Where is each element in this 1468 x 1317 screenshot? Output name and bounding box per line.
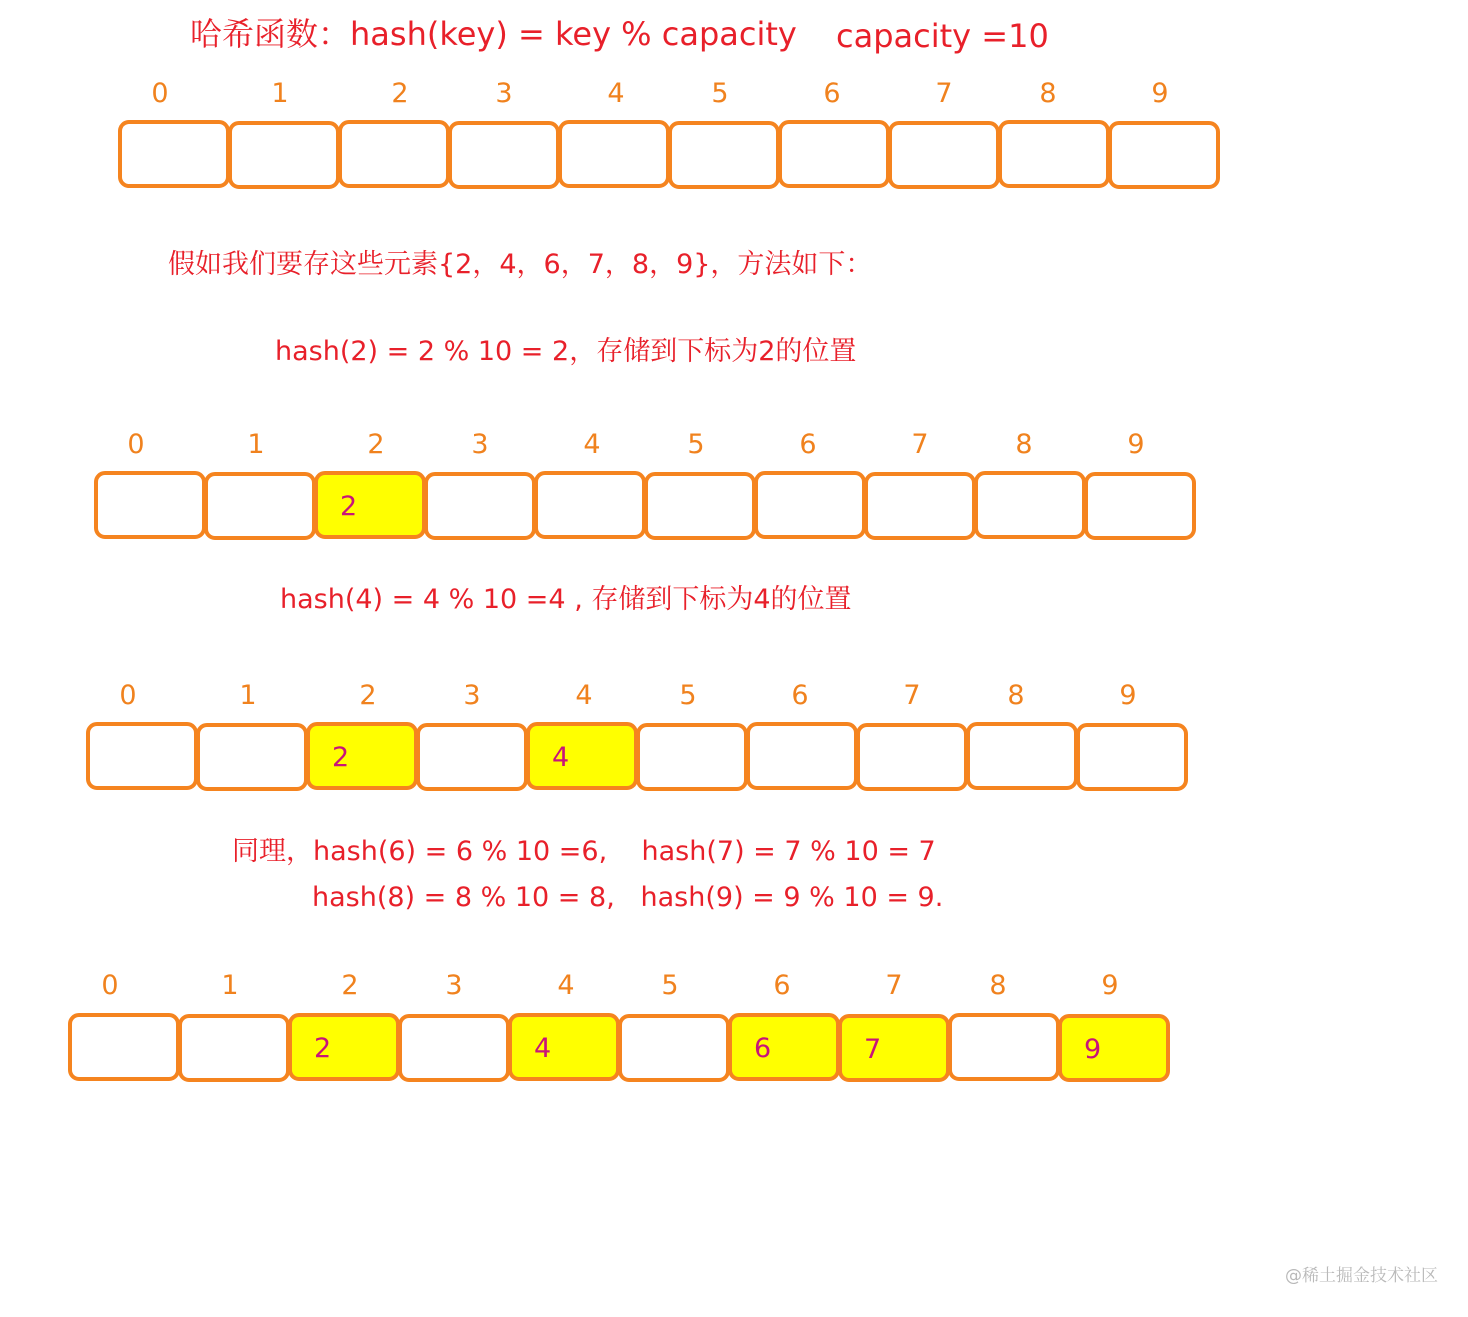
array3-index-5: 5 xyxy=(679,680,697,711)
array2-index-4: 4 xyxy=(583,429,601,460)
array2-index-9: 9 xyxy=(1127,429,1145,460)
array1-cell-8 xyxy=(998,120,1110,188)
array1-index-8: 8 xyxy=(1039,78,1057,109)
array2-cell-8 xyxy=(974,471,1086,539)
array2-cell-3 xyxy=(424,472,536,540)
array4-cell-5 xyxy=(618,1014,730,1082)
array2-cell-5 xyxy=(644,472,756,540)
array1-index-6: 6 xyxy=(823,78,841,109)
array4-cell-6 xyxy=(728,1013,840,1081)
array2-index-2: 2 xyxy=(367,429,385,460)
array1-cell-9 xyxy=(1108,121,1220,189)
array2-cell-4 xyxy=(534,471,646,539)
hash-function-title: 哈希函数：hash(key) = key % capacity xyxy=(190,15,797,53)
step2-text: hash(4) = 4 % 10 =4 , 存储到下标为4的位置 xyxy=(280,584,852,615)
array3-index-8: 8 xyxy=(1007,680,1025,711)
intro-text: 假如我们要存这些元素{2，4，6，7，8，9}，方法如下： xyxy=(168,249,873,280)
array3-cell-1 xyxy=(196,723,308,791)
array3-cell-9 xyxy=(1076,723,1188,791)
step3-line1: 同理，hash(6) = 6 % 10 =6, hash(7) = 7 % 10 = 7 xyxy=(232,836,936,867)
array2-cell-6 xyxy=(754,471,866,539)
array2-index-0: 0 xyxy=(127,429,145,460)
array4-cell-value-2: 2 xyxy=(314,1033,332,1064)
step3-line2: hash(8) = 8 % 10 = 8, hash(9) = 9 % 10 = 9. xyxy=(312,882,944,913)
array3-cell-0 xyxy=(86,722,198,790)
array3-cell-6 xyxy=(746,722,858,790)
array2-cell-value-2: 2 xyxy=(340,491,358,522)
array4-index-0: 0 xyxy=(101,970,119,1001)
array2-index-3: 3 xyxy=(471,429,489,460)
array4-cell-3 xyxy=(398,1014,510,1082)
array3-cell-2 xyxy=(306,722,418,790)
array4-index-4: 4 xyxy=(557,970,575,1001)
array3-index-1: 1 xyxy=(239,680,257,711)
array2-index-6: 6 xyxy=(799,429,817,460)
array1-cell-6 xyxy=(778,120,890,188)
array3-cell-value-2: 2 xyxy=(332,742,350,773)
array2-cell-9 xyxy=(1084,472,1196,540)
array1-index-1: 1 xyxy=(271,78,289,109)
array3-index-2: 2 xyxy=(359,680,377,711)
array4-cell-value-7: 7 xyxy=(864,1034,882,1065)
array1-cell-0 xyxy=(118,120,230,188)
array4-index-2: 2 xyxy=(341,970,359,1001)
array1-index-3: 3 xyxy=(495,78,513,109)
array2-cell-7 xyxy=(864,472,976,540)
array4-index-1: 1 xyxy=(221,970,239,1001)
array2-index-7: 7 xyxy=(911,429,929,460)
capacity-label: capacity =10 xyxy=(836,17,1049,55)
array3-index-7: 7 xyxy=(903,680,921,711)
array4-cell-7 xyxy=(838,1014,950,1082)
array4-index-6: 6 xyxy=(773,970,791,1001)
array1-index-5: 5 xyxy=(711,78,729,109)
array1-cell-7 xyxy=(888,121,1000,189)
array3-index-4: 4 xyxy=(575,680,593,711)
array4-cell-4 xyxy=(508,1013,620,1081)
array3-cell-8 xyxy=(966,722,1078,790)
array1-cell-5 xyxy=(668,121,780,189)
array4-cell-2 xyxy=(288,1013,400,1081)
array4-index-3: 3 xyxy=(445,970,463,1001)
array1-index-9: 9 xyxy=(1151,78,1169,109)
array2-cell-2 xyxy=(314,471,426,539)
array2-index-1: 1 xyxy=(247,429,265,460)
array3-cell-value-4: 4 xyxy=(552,742,570,773)
array3-cell-4 xyxy=(526,722,638,790)
array3-index-0: 0 xyxy=(119,680,137,711)
watermark: @稀土掘金技术社区 xyxy=(1285,1266,1438,1286)
array2-cell-0 xyxy=(94,471,206,539)
array1-index-2: 2 xyxy=(391,78,409,109)
array4-cell-value-9: 9 xyxy=(1084,1034,1102,1065)
array4-cell-0 xyxy=(68,1013,180,1081)
array3-index-6: 6 xyxy=(791,680,809,711)
array4-index-8: 8 xyxy=(989,970,1007,1001)
array3-cell-5 xyxy=(636,723,748,791)
array4-cell-value-4: 4 xyxy=(534,1033,552,1064)
array1-cell-3 xyxy=(448,121,560,189)
array3-index-9: 9 xyxy=(1119,680,1137,711)
array4-index-9: 9 xyxy=(1101,970,1119,1001)
array1-index-7: 7 xyxy=(935,78,953,109)
array4-index-5: 5 xyxy=(661,970,679,1001)
array4-cell-value-6: 6 xyxy=(754,1033,772,1064)
array1-cell-2 xyxy=(338,120,450,188)
array4-cell-1 xyxy=(178,1014,290,1082)
array3-cell-3 xyxy=(416,723,528,791)
array1-cell-1 xyxy=(228,121,340,189)
array2-cell-1 xyxy=(204,472,316,540)
array4-index-7: 7 xyxy=(885,970,903,1001)
array4-cell-9 xyxy=(1058,1014,1170,1082)
array1-index-0: 0 xyxy=(151,78,169,109)
array3-index-3: 3 xyxy=(463,680,481,711)
step1-text: hash(2) = 2 % 10 = 2，存储到下标为2的位置 xyxy=(275,336,857,367)
array1-index-4: 4 xyxy=(607,78,625,109)
array2-index-8: 8 xyxy=(1015,429,1033,460)
array1-cell-4 xyxy=(558,120,670,188)
array2-index-5: 5 xyxy=(687,429,705,460)
array3-cell-7 xyxy=(856,723,968,791)
array4-cell-8 xyxy=(948,1013,1060,1081)
